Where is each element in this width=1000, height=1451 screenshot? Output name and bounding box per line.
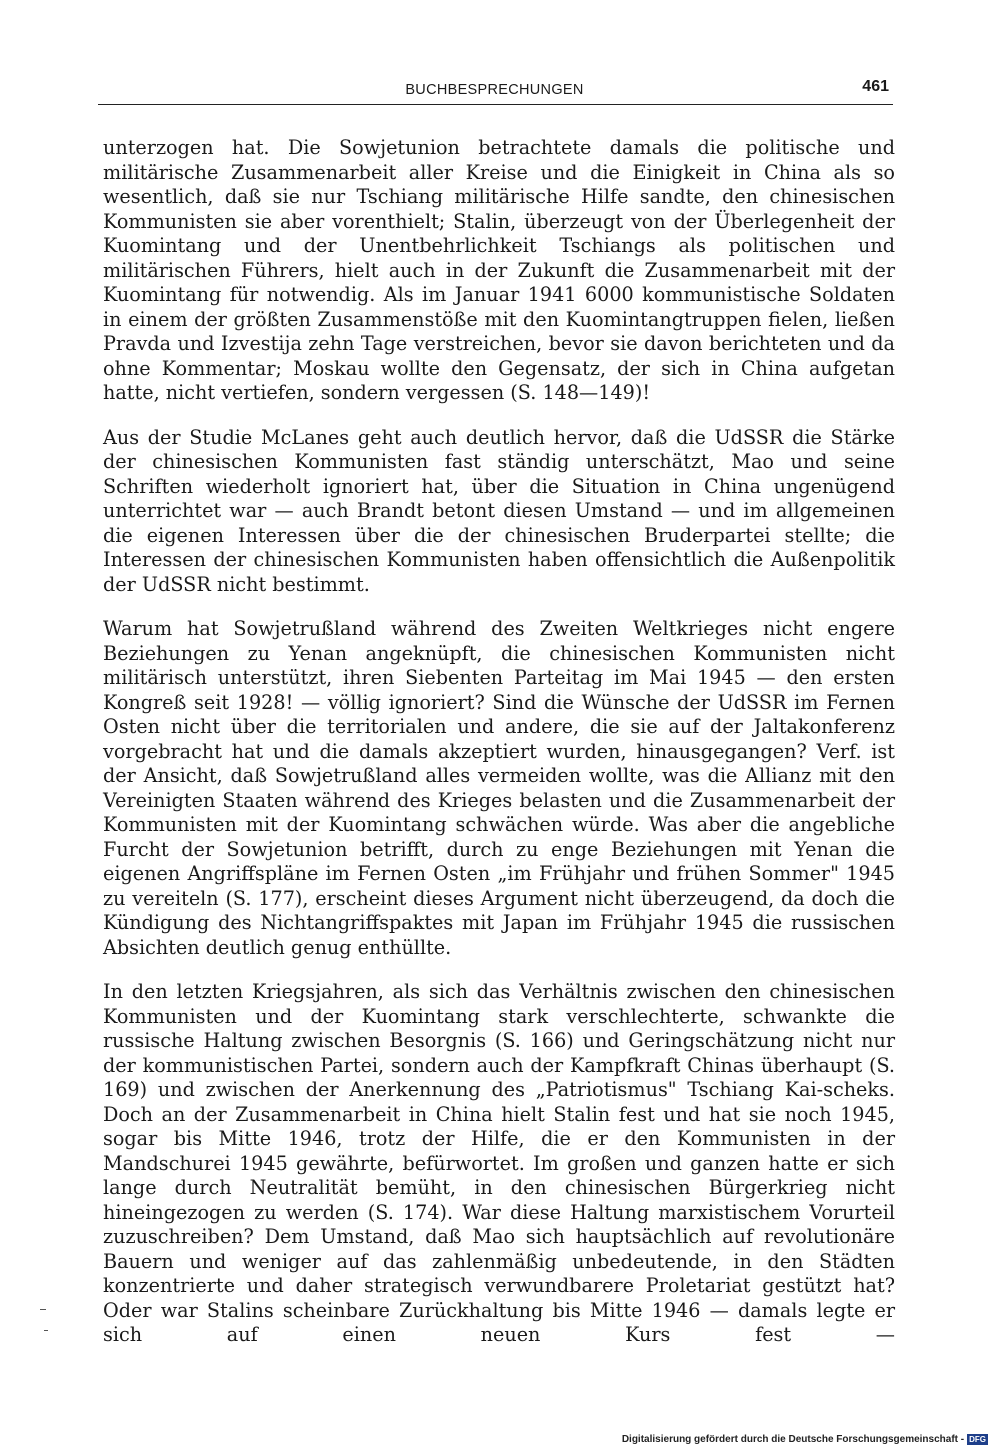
header-rule	[98, 104, 893, 105]
article-body	[103, 136, 895, 1368]
dfg-logo-icon: DFG	[969, 1435, 986, 1444]
scan-speck	[40, 1309, 46, 1310]
paragraph: unterzogen hat. Die Sowjetunion betrachtete damals die politische und militärische Zusammenarbeit aller Kreise und die Einigkeit in China als so wesentlich, daß sie nur Tschiang militärische Hilfe sandte, den chinesischen Kommunisten sie aber vorenthielt; Stalin, überzeugt von der Überlegenheit der Kuomintang und der Unentbehrlichkeit Tschiangs als politischen und militärischen Führers, hielt auch in der Zukunft die Zusammenarbeit mit der Kuomintang für notwendig. Als im Januar 1941 6000 kommunistische Soldaten in einem der größten Zusammenstöße mit den Kuomintangtruppen fielen, ließen Pravda und Izvestija zehn Tage verstreichen, bevor sie davon berichteten und da ohne Kommentar; Moskau wollte den Gegensatz, der sich in China aufgetan hatte, nicht vertiefen, sondern vergessen (S. 148—149)!	[103, 136, 895, 404]
paragraph: Warum hat Sowjetrußland während des Zweiten Weltkrieges nicht engere Beziehungen zu Yenan angeknüpft, die chinesischen Kommunisten nicht militärisch unterstützt, ihren Siebenten Parteitag im Mai 1945 — den ersten Kongreß seit 1928! — völlig ignoriert? Sind die Wünsche der UdSSR im Fernen Osten nicht über die territorialen und andere, die sie auf der Jaltakonferenz vorgebracht hat und die damals akzeptiert wurden, hinausgegangen? Verf. ist der Ansicht, daß Sowjetrußland alles vermeiden wollte, was die Allianz mit den Vereinigten Staaten während des Krieges belasten und die Zusammenarbeit der Kommunisten mit der Kuomintang schwächen würde. Was aber die angebliche Furcht der Sowjetunion betrifft, durch zu enge Beziehungen mit Yenan die eigenen Angriffspläne im Fernen Osten „im Frühjahr und frühen Sommer" 1945 zu vereiteln (S. 177), erscheint dieses Argument nicht überzeugend, da doch die Kündigung des Nichtangriffspaktes mit Japan im Frühjahr 1945 die russischen Absichten deutlich genug enthüllte.	[103, 617, 895, 959]
footer-credit: Digitalisierung gefördert durch die Deutsche Forschungsgemeinschaft -	[621, 1434, 965, 1445]
running-title: BUCHBESPRECHUNGEN	[405, 82, 584, 98]
page-number: 461	[862, 78, 889, 95]
digitization-footer	[622, 1434, 988, 1445]
scan-speck	[44, 1330, 48, 1331]
page-header	[98, 78, 891, 104]
paragraph: In den letzten Kriegsjahren, als sich das Verhältnis zwischen den chinesischen Kommunisten und der Kuomintang stark verschlechterte, schwankte die russische Haltung zwischen Besorgnis (S. 166) und Geringschätzung nicht nur der kommunistischen Partei, sondern auch der Kampfkraft Chinas überhaupt (S. 169) und zwischen der Anerkennung des „Patriotismus" Tschiang Kai-scheks. Doch an der Zusammenarbeit in China hielt Stalin fest und hat sie noch 1945, sogar bis Mitte 1946, trotz der Hilfe, die er den Kommunisten in der Mandschurei 1945 gewährte, befürwortet. Im großen und ganzen hatte er sich lange durch Neutralität bemüht, in den chinesischen Bürgerkrieg nicht hineingezogen zu werden (S. 174). War diese Haltung marxistischem Vorurteil zuzuschreiben? Dem Umstand, daß Mao sich hauptsächlich auf revolutionäre Bauern und weniger auf das zahlenmäßig unbedeutende, in den Städten konzentrierte und daher strategisch verwundbarere Proletariat gestützt hat? Oder war Stalins scheinbare Zurückhaltung bis Mitte 1946 — damals legte er sich auf einen neuen Kurs fest —	[103, 980, 895, 1346]
paragraph: Aus der Studie McLanes geht auch deutlich hervor, daß die UdSSR die Stärke der chinesischen Kommunisten fast ständig unterschätzt, Mao und seine Schriften wiederholt ignoriert hat, über die Situation in China ungenügend unterrichtet war — auch Brandt betont diesen Umstand — und im allgemeinen die eigenen Interessen über die der chinesischen Bruderpartei stellte; die Interessen der chinesischen Kommunisten haben offensichtlich die Außenpolitik der UdSSR nicht bestimmt.	[103, 425, 895, 596]
